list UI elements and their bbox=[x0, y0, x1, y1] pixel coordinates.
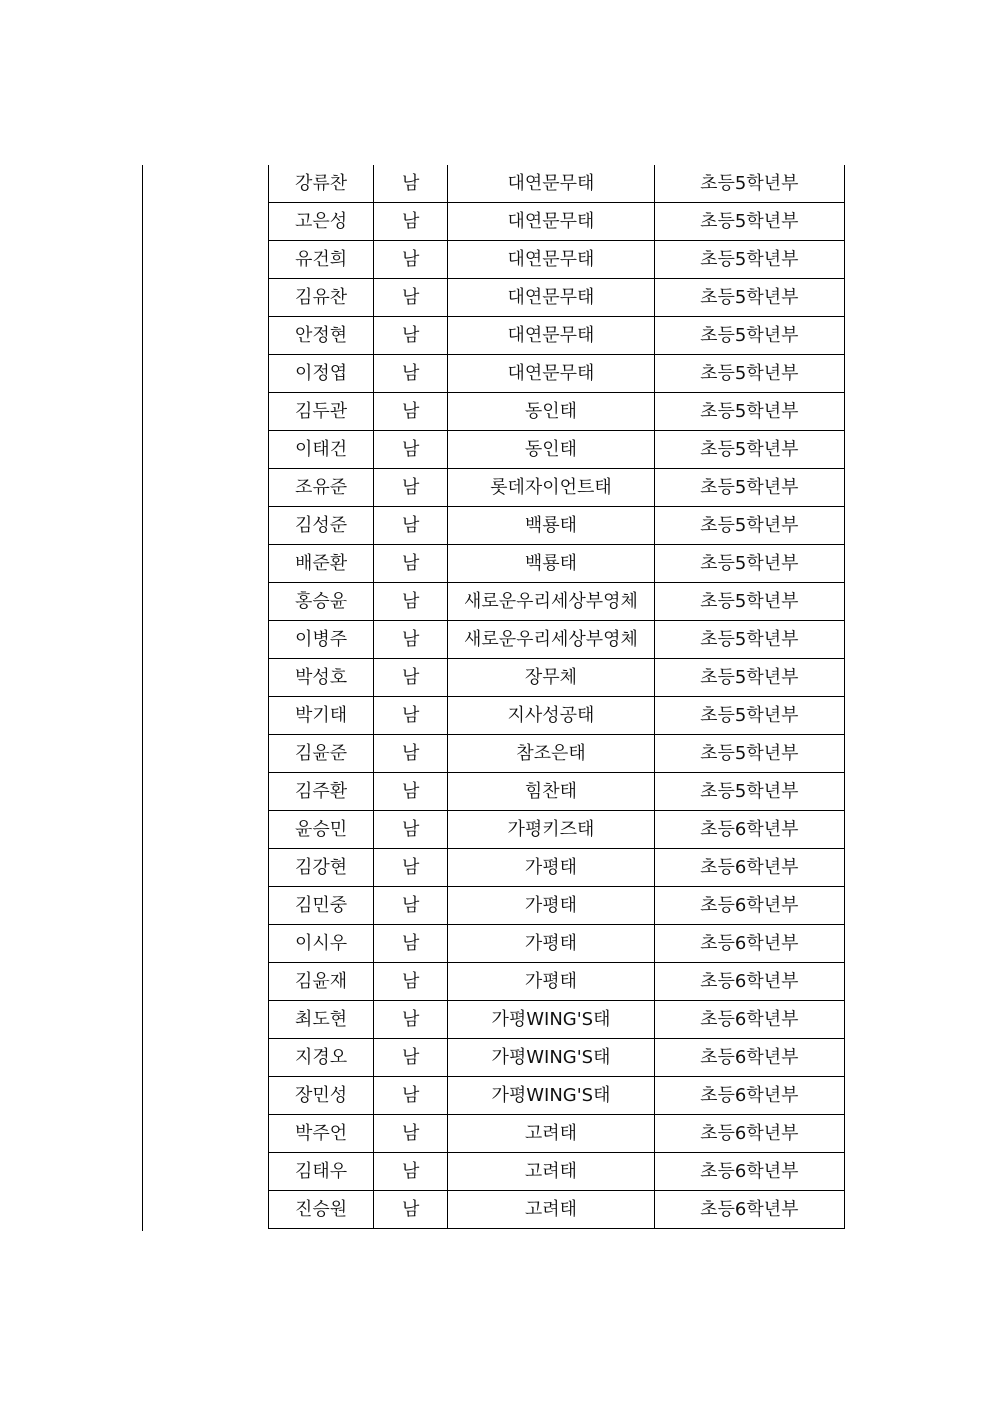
gender-cell: 남 bbox=[374, 925, 448, 963]
table-row bbox=[269, 811, 845, 849]
division-cell: 초등5학년부 bbox=[654, 469, 844, 507]
club-cell: 대연문무태 bbox=[448, 279, 654, 317]
club-cell: 힘찬태 bbox=[448, 773, 654, 811]
gender-cell: 남 bbox=[374, 697, 448, 735]
table-row bbox=[269, 203, 845, 241]
table-row bbox=[269, 431, 845, 469]
table-row bbox=[269, 241, 845, 279]
club-cell: 가평키즈태 bbox=[448, 811, 654, 849]
gender-cell: 남 bbox=[374, 659, 448, 697]
division-cell: 초등6학년부 bbox=[654, 1153, 844, 1191]
table-row bbox=[269, 279, 845, 317]
athlete-name-cell: 박기태 bbox=[269, 697, 374, 735]
gender-cell: 남 bbox=[374, 621, 448, 659]
table-row bbox=[269, 621, 845, 659]
athlete-name-cell: 김태우 bbox=[269, 1153, 374, 1191]
gender-cell: 남 bbox=[374, 203, 448, 241]
division-cell: 초등5학년부 bbox=[654, 355, 844, 393]
left-margin-rule bbox=[142, 165, 143, 1231]
club-cell: 고려태 bbox=[448, 1191, 654, 1229]
club-cell: 참조은태 bbox=[448, 735, 654, 773]
division-cell: 초등5학년부 bbox=[654, 203, 844, 241]
gender-cell: 남 bbox=[374, 507, 448, 545]
club-cell: 새로운우리세상부영체 bbox=[448, 583, 654, 621]
club-cell: 대연문무태 bbox=[448, 241, 654, 279]
gender-cell: 남 bbox=[374, 811, 448, 849]
gender-cell: 남 bbox=[374, 355, 448, 393]
gender-cell: 남 bbox=[374, 887, 448, 925]
athlete-name-cell: 안정현 bbox=[269, 317, 374, 355]
club-cell: 대연문무태 bbox=[448, 165, 654, 203]
table-row bbox=[269, 317, 845, 355]
gender-cell: 남 bbox=[374, 1115, 448, 1153]
athlete-name-cell: 이정엽 bbox=[269, 355, 374, 393]
athlete-name-cell: 이병주 bbox=[269, 621, 374, 659]
gender-cell: 남 bbox=[374, 241, 448, 279]
club-cell: 가평태 bbox=[448, 849, 654, 887]
athlete-name-cell: 강류찬 bbox=[269, 165, 374, 203]
division-cell: 초등6학년부 bbox=[654, 1115, 844, 1153]
gender-cell: 남 bbox=[374, 963, 448, 1001]
table-row bbox=[269, 355, 845, 393]
athlete-name-cell: 이태건 bbox=[269, 431, 374, 469]
roster-table bbox=[268, 165, 845, 1229]
division-cell: 초등5학년부 bbox=[654, 507, 844, 545]
club-cell: 고려태 bbox=[448, 1153, 654, 1191]
gender-cell: 남 bbox=[374, 545, 448, 583]
division-cell: 초등6학년부 bbox=[654, 811, 844, 849]
division-cell: 초등6학년부 bbox=[654, 1077, 844, 1115]
gender-cell: 남 bbox=[374, 1153, 448, 1191]
club-cell: 백룡태 bbox=[448, 507, 654, 545]
athlete-name-cell: 김두관 bbox=[269, 393, 374, 431]
division-cell: 초등5학년부 bbox=[654, 241, 844, 279]
division-cell: 초등5학년부 bbox=[654, 735, 844, 773]
table-row bbox=[269, 507, 845, 545]
club-cell: 대연문무태 bbox=[448, 317, 654, 355]
club-cell: 가평태 bbox=[448, 925, 654, 963]
club-cell: 동인태 bbox=[448, 431, 654, 469]
division-cell: 초등5학년부 bbox=[654, 659, 844, 697]
table-row bbox=[269, 469, 845, 507]
table-row bbox=[269, 393, 845, 431]
club-cell: 고려태 bbox=[448, 1115, 654, 1153]
table-row bbox=[269, 1001, 845, 1039]
division-cell: 초등6학년부 bbox=[654, 1191, 844, 1229]
division-cell: 초등5학년부 bbox=[654, 773, 844, 811]
club-cell: 백룡태 bbox=[448, 545, 654, 583]
table-row bbox=[269, 583, 845, 621]
athlete-name-cell: 김유찬 bbox=[269, 279, 374, 317]
gender-cell: 남 bbox=[374, 279, 448, 317]
gender-cell: 남 bbox=[374, 1191, 448, 1229]
athlete-name-cell: 김윤재 bbox=[269, 963, 374, 1001]
table-row bbox=[269, 1039, 845, 1077]
gender-cell: 남 bbox=[374, 583, 448, 621]
gender-cell: 남 bbox=[374, 735, 448, 773]
division-cell: 초등6학년부 bbox=[654, 887, 844, 925]
gender-cell: 남 bbox=[374, 431, 448, 469]
division-cell: 초등5학년부 bbox=[654, 697, 844, 735]
division-cell: 초등5학년부 bbox=[654, 545, 844, 583]
athlete-name-cell: 김민중 bbox=[269, 887, 374, 925]
table-row bbox=[269, 697, 845, 735]
table-row bbox=[269, 165, 845, 203]
table-row bbox=[269, 1191, 845, 1229]
division-cell: 초등5학년부 bbox=[654, 317, 844, 355]
table-row bbox=[269, 887, 845, 925]
athlete-name-cell: 박주언 bbox=[269, 1115, 374, 1153]
club-cell: 롯데자이언트태 bbox=[448, 469, 654, 507]
club-cell: 가평태 bbox=[448, 887, 654, 925]
division-cell: 초등5학년부 bbox=[654, 279, 844, 317]
athlete-name-cell: 박성호 bbox=[269, 659, 374, 697]
athlete-name-cell: 홍승윤 bbox=[269, 583, 374, 621]
gender-cell: 남 bbox=[374, 1077, 448, 1115]
table-row bbox=[269, 545, 845, 583]
club-cell: 가평WING'S태 bbox=[448, 1077, 654, 1115]
table-row bbox=[269, 849, 845, 887]
table-row bbox=[269, 773, 845, 811]
club-cell: 대연문무태 bbox=[448, 203, 654, 241]
athlete-name-cell: 김주환 bbox=[269, 773, 374, 811]
club-cell: 대연문무태 bbox=[448, 355, 654, 393]
table-row bbox=[269, 925, 845, 963]
division-cell: 초등5학년부 bbox=[654, 621, 844, 659]
division-cell: 초등5학년부 bbox=[654, 583, 844, 621]
athlete-name-cell: 이시우 bbox=[269, 925, 374, 963]
roster-table-body bbox=[269, 165, 845, 1229]
athlete-name-cell: 진승원 bbox=[269, 1191, 374, 1229]
club-cell: 새로운우리세상부영체 bbox=[448, 621, 654, 659]
table-row bbox=[269, 1115, 845, 1153]
division-cell: 초등6학년부 bbox=[654, 963, 844, 1001]
club-cell: 지사성공태 bbox=[448, 697, 654, 735]
athlete-name-cell: 고은성 bbox=[269, 203, 374, 241]
club-cell: 가평WING'S태 bbox=[448, 1039, 654, 1077]
gender-cell: 남 bbox=[374, 317, 448, 355]
table-row bbox=[269, 963, 845, 1001]
division-cell: 초등5학년부 bbox=[654, 165, 844, 203]
athlete-name-cell: 지경오 bbox=[269, 1039, 374, 1077]
division-cell: 초등6학년부 bbox=[654, 925, 844, 963]
gender-cell: 남 bbox=[374, 849, 448, 887]
gender-cell: 남 bbox=[374, 393, 448, 431]
athlete-name-cell: 장민성 bbox=[269, 1077, 374, 1115]
club-cell: 장무체 bbox=[448, 659, 654, 697]
club-cell: 가평태 bbox=[448, 963, 654, 1001]
division-cell: 초등5학년부 bbox=[654, 393, 844, 431]
club-cell: 동인태 bbox=[448, 393, 654, 431]
club-cell: 가평WING'S태 bbox=[448, 1001, 654, 1039]
division-cell: 초등6학년부 bbox=[654, 849, 844, 887]
athlete-name-cell: 윤승민 bbox=[269, 811, 374, 849]
gender-cell: 남 bbox=[374, 469, 448, 507]
athlete-name-cell: 김강현 bbox=[269, 849, 374, 887]
athlete-name-cell: 유건희 bbox=[269, 241, 374, 279]
gender-cell: 남 bbox=[374, 1001, 448, 1039]
athlete-name-cell: 조유준 bbox=[269, 469, 374, 507]
gender-cell: 남 bbox=[374, 1039, 448, 1077]
division-cell: 초등5학년부 bbox=[654, 431, 844, 469]
athlete-name-cell: 최도현 bbox=[269, 1001, 374, 1039]
table-row bbox=[269, 1153, 845, 1191]
gender-cell: 남 bbox=[374, 165, 448, 203]
athlete-name-cell: 배준환 bbox=[269, 545, 374, 583]
table-row bbox=[269, 735, 845, 773]
table-row bbox=[269, 659, 845, 697]
athlete-name-cell: 김성준 bbox=[269, 507, 374, 545]
athlete-name-cell: 김윤준 bbox=[269, 735, 374, 773]
gender-cell: 남 bbox=[374, 773, 448, 811]
division-cell: 초등6학년부 bbox=[654, 1039, 844, 1077]
table-row bbox=[269, 1077, 845, 1115]
division-cell: 초등6학년부 bbox=[654, 1001, 844, 1039]
